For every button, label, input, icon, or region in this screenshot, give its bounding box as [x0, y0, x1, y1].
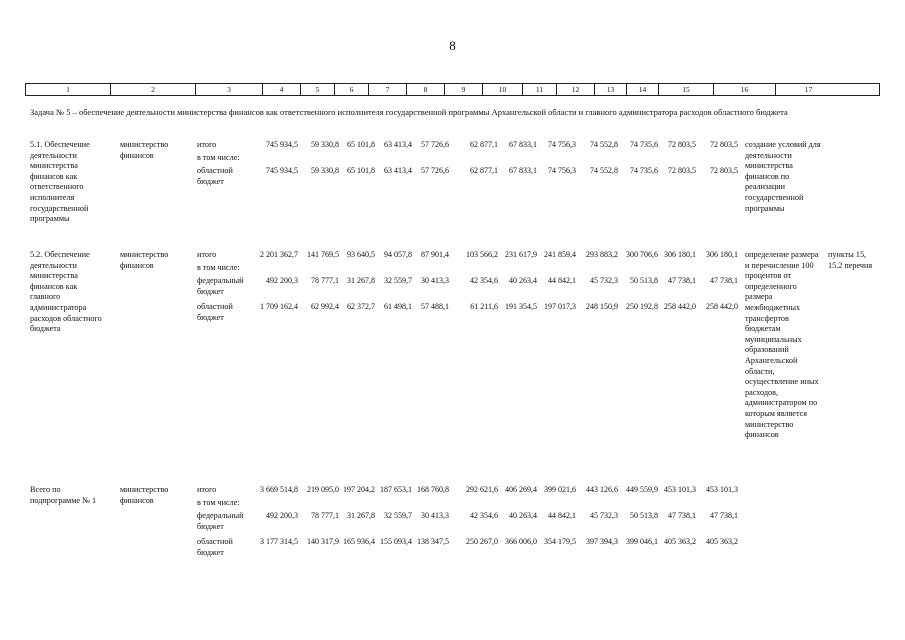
value-cell: 93 640,5	[347, 250, 375, 259]
value-cell: 44 842,1	[548, 511, 576, 520]
value-cell: 250 192,8	[626, 302, 658, 311]
value-cell: 47 738,1	[668, 511, 696, 520]
value-cell: 258 442,0	[664, 302, 696, 311]
row-name: 5.1. Обеспечение деятельности министерства финансов как ответственного исполнителя государственной программы	[30, 140, 90, 224]
row-name: Всего по подпрограмме № 1	[30, 485, 97, 505]
value-cell: 87 901,4	[421, 250, 449, 259]
value-cell: 45 732,3	[590, 511, 618, 520]
value-cell: 453 101,3	[706, 485, 738, 494]
value-cell: 405 363,2	[706, 537, 738, 546]
header-col-17: 17	[804, 85, 813, 94]
header-col-10: 10	[483, 84, 523, 95]
value-cell: 399 046,1	[626, 537, 658, 546]
value-cell: 65 101,8	[347, 166, 375, 175]
header-col-3: 3	[196, 84, 263, 95]
value-cell: 67 833,1	[509, 166, 537, 175]
header-col-14: 14	[627, 84, 659, 95]
value-cell: 140 317,9	[307, 537, 339, 546]
value-cell: 3 177 314,5	[260, 537, 298, 546]
value-cell: 74 552,8	[590, 166, 618, 175]
header-col-16: 16	[714, 84, 776, 95]
value-cell: 72 803,5	[710, 166, 738, 175]
line-label: итого	[197, 140, 217, 149]
column-number-header	[25, 83, 880, 96]
value-cell: 72 803,5	[668, 140, 696, 149]
value-cell: 187 653,1	[380, 485, 412, 494]
value-cell: 168 760,8	[417, 485, 449, 494]
value-cell: 42 354,6	[470, 276, 498, 285]
value-cell: 492 200,3	[266, 511, 298, 520]
value-cell: 94 057,8	[384, 250, 412, 259]
value-cell: 74 735,6	[630, 166, 658, 175]
row-executor: министерство финансов	[120, 250, 169, 270]
value-cell: 47 738,1	[710, 276, 738, 285]
value-cell: 62 992,4	[311, 302, 339, 311]
value-cell: 141 769,5	[307, 250, 339, 259]
row-name: 5.2. Обеспечение деятельности министерства финансов как главного администратора расходов областного бюджета	[30, 250, 102, 334]
value-cell: 50 513,8	[630, 276, 658, 285]
value-cell: 231 617,9	[505, 250, 537, 259]
value-cell: 745 934,5	[266, 140, 298, 149]
header-col-12: 12	[557, 84, 595, 95]
row-executor: министерство финансов	[120, 140, 169, 160]
line-label: областной бюджет	[197, 302, 233, 322]
line-label: областной бюджет	[197, 166, 233, 186]
value-cell: 443 126,6	[586, 485, 618, 494]
value-cell: 449 559,9	[626, 485, 658, 494]
value-cell: 72 803,5	[668, 166, 696, 175]
value-cell: 40 263,4	[509, 276, 537, 285]
header-col-15: 15	[659, 84, 714, 95]
value-cell: 138 347,5	[417, 537, 449, 546]
value-cell: 300 706,6	[626, 250, 658, 259]
value-cell: 292 621,6	[466, 485, 498, 494]
value-cell: 354 179,5	[544, 537, 576, 546]
header-col-9: 9	[445, 84, 483, 95]
header-col-11: 11	[523, 84, 557, 95]
line-label: областной бюджет	[197, 537, 233, 557]
value-cell: 57 726,6	[421, 166, 449, 175]
header-col-1: 1	[26, 84, 111, 95]
value-cell: 453 101,3	[664, 485, 696, 494]
value-cell: 241 859,4	[544, 250, 576, 259]
value-cell: 293 883,2	[586, 250, 618, 259]
value-cell: 44 842,1	[548, 276, 576, 285]
value-cell: 47 738,1	[710, 511, 738, 520]
header-col-2: 2	[111, 84, 196, 95]
header-col-5: 5	[301, 84, 335, 95]
task-title: Задача № 5 – обеспечение деятельности министерства финансов как ответственного исполнителя государственной программы Архангельской области и главного администратора расходов областного бюджета	[30, 107, 788, 117]
value-cell: 745 934,5	[266, 166, 298, 175]
value-cell: 63 413,4	[384, 140, 412, 149]
row-result: создание условий для деятельности министерства финансов по реализации государственной программы	[745, 140, 821, 213]
line-label: в том числе:	[197, 263, 240, 272]
value-cell: 155 093,4	[380, 537, 412, 546]
value-cell: 57 726,6	[421, 140, 449, 149]
line-label: в том числе:	[197, 498, 240, 507]
value-cell: 40 263,4	[509, 511, 537, 520]
page-number: 8	[449, 38, 456, 53]
value-cell: 31 267,8	[347, 276, 375, 285]
value-cell: 219 095,0	[307, 485, 339, 494]
value-cell: 59 330,8	[311, 140, 339, 149]
value-cell: 74 552,8	[590, 140, 618, 149]
value-cell: 405 363,2	[664, 537, 696, 546]
value-cell: 197 204,2	[343, 485, 375, 494]
header-col-4: 4	[263, 84, 301, 95]
value-cell: 78 777,1	[311, 511, 339, 520]
header-col-8: 8	[407, 84, 445, 95]
value-cell: 165 936,4	[343, 537, 375, 546]
value-cell: 366 006,0	[505, 537, 537, 546]
value-cell: 258 442,0	[706, 302, 738, 311]
value-cell: 57 488,1	[421, 302, 449, 311]
row-result: определение размера и перечисление 100 процентов от определенного размера межбюджетных трансфертов бюджетам муниципальных образований Архангельской области, осуществление иных расходов, администратором по которым является министерство финансов	[745, 250, 819, 440]
value-cell: 2 201 362,7	[260, 250, 298, 259]
value-cell: 191 354,5	[505, 302, 537, 311]
value-cell: 42 354,6	[470, 511, 498, 520]
line-label: в том числе:	[197, 153, 240, 162]
value-cell: 62 877,1	[470, 166, 498, 175]
value-cell: 78 777,1	[311, 276, 339, 285]
value-cell: 72 803,5	[710, 140, 738, 149]
value-cell: 397 394,3	[586, 537, 618, 546]
value-cell: 32 559,7	[384, 276, 412, 285]
value-cell: 67 833,1	[509, 140, 537, 149]
value-cell: 62 372,7	[347, 302, 375, 311]
value-cell: 248 150,9	[586, 302, 618, 311]
value-cell: 31 267,8	[347, 511, 375, 520]
value-cell: 45 732,3	[590, 276, 618, 285]
value-cell: 61 211,6	[470, 302, 498, 311]
value-cell: 50 513,8	[630, 511, 658, 520]
value-cell: 306 180,1	[706, 250, 738, 259]
value-cell: 103 566,2	[466, 250, 498, 259]
value-cell: 399 021,6	[544, 485, 576, 494]
value-cell: 62 877,1	[470, 140, 498, 149]
value-cell: 197 017,3	[544, 302, 576, 311]
value-cell: 1 709 162,4	[260, 302, 298, 311]
value-cell: 30 413,3	[421, 511, 449, 520]
value-cell: 65 101,8	[347, 140, 375, 149]
line-label: федеральный бюджет	[197, 511, 244, 531]
value-cell: 3 669 514,8	[260, 485, 298, 494]
value-cell: 406 269,4	[505, 485, 537, 494]
line-label: итого	[197, 485, 217, 494]
value-cell: 59 330,8	[311, 166, 339, 175]
header-col-13: 13	[595, 84, 627, 95]
value-cell: 32 559,7	[384, 511, 412, 520]
value-cell: 61 498,1	[384, 302, 412, 311]
header-col-7: 7	[369, 84, 407, 95]
row-link: пункты 15, 15.2 перечня	[828, 250, 873, 270]
value-cell: 492 200,3	[266, 276, 298, 285]
line-label: итого	[197, 250, 217, 259]
value-cell: 74 756,3	[548, 166, 576, 175]
row-executor: министерство финансов	[120, 485, 169, 505]
value-cell: 74 756,3	[548, 140, 576, 149]
value-cell: 30 413,3	[421, 276, 449, 285]
value-cell: 306 180,1	[664, 250, 696, 259]
value-cell: 74 735,6	[630, 140, 658, 149]
line-label: федеральный бюджет	[197, 276, 244, 296]
header-col-6: 6	[335, 84, 369, 95]
value-cell: 47 738,1	[668, 276, 696, 285]
value-cell: 250 267,0	[466, 537, 498, 546]
value-cell: 63 413,4	[384, 166, 412, 175]
